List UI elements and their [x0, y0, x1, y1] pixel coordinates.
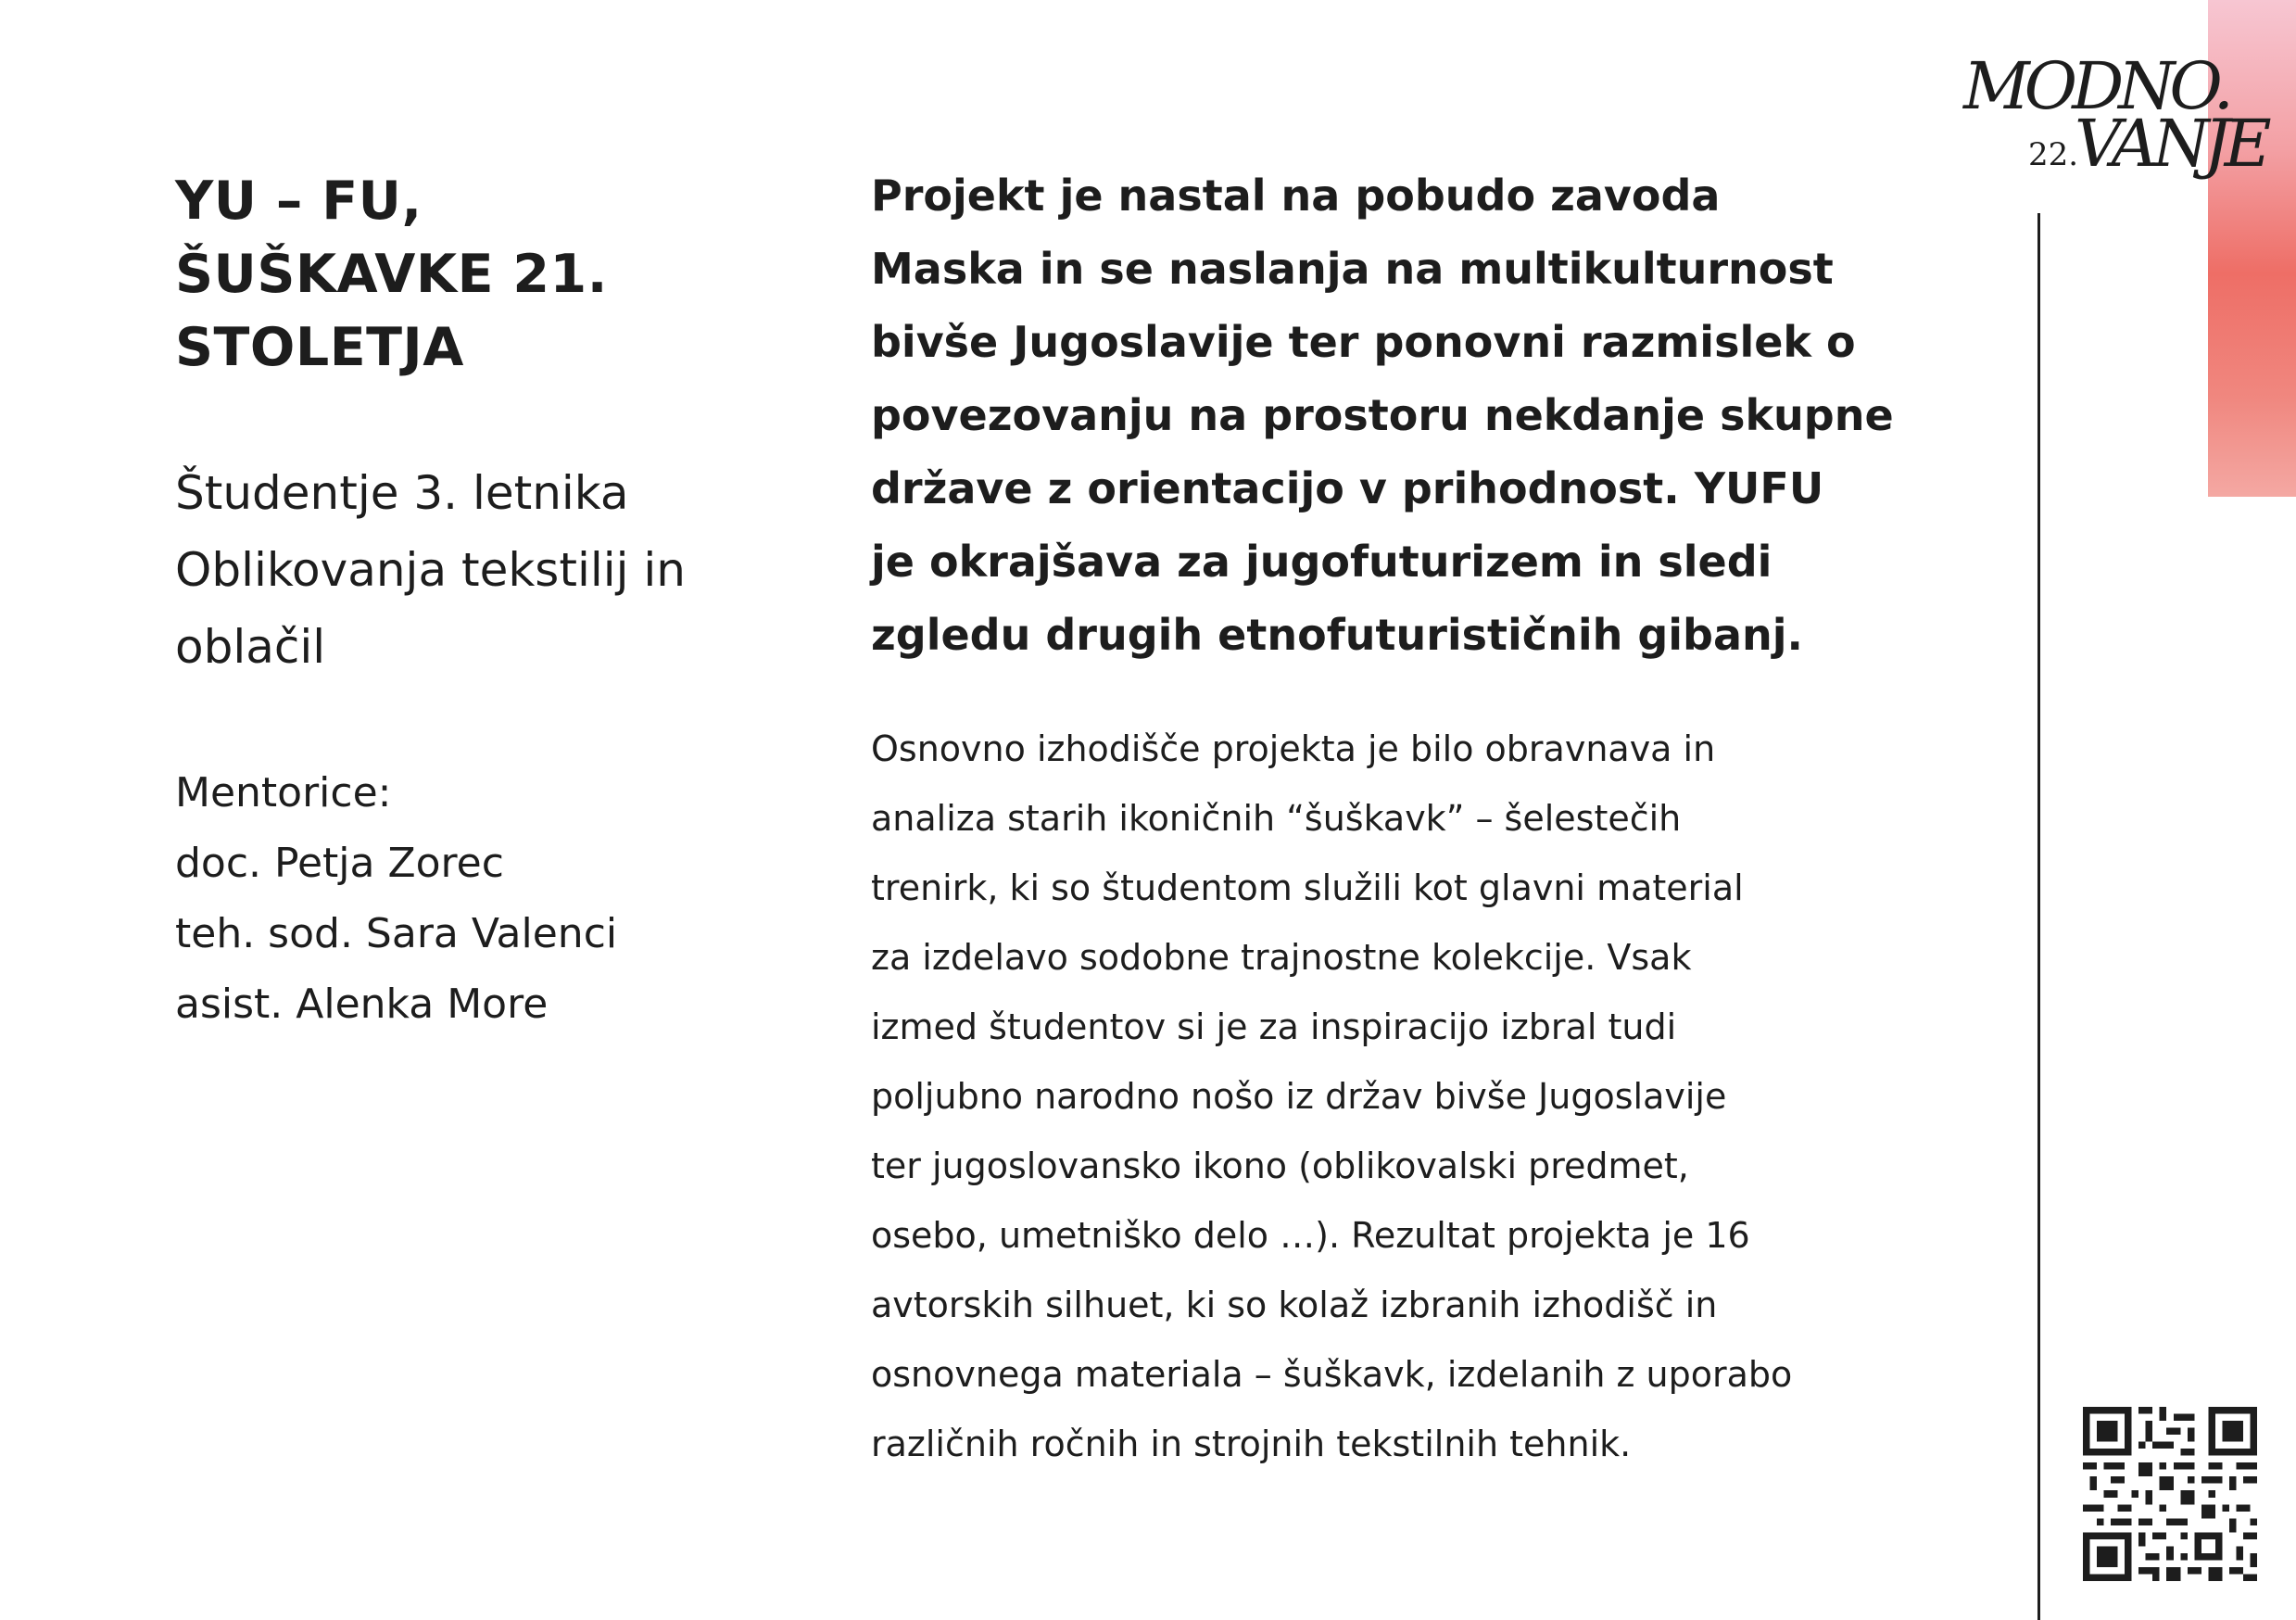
subtitle-line: Študentje 3. letnika: [175, 466, 629, 520]
qr-code[interactable]: [2083, 1407, 2257, 1581]
left-column: [175, 165, 824, 1040]
right-column: [871, 159, 1894, 1479]
page-title: [175, 165, 824, 385]
mentor-name: asist. Alenka More: [175, 981, 549, 1028]
subtitle-line: oblačil: [175, 620, 326, 674]
body-line: poljubno narodno nošo iz držav bivše Jugoslavije: [871, 1076, 1727, 1117]
lead-line: zgledu drugih etnofuturističnih gibanj.: [871, 610, 1804, 660]
logo-number: 22.: [2028, 136, 2079, 173]
body-line: Osnovno izhodišče projekta je bilo obravnava in: [871, 728, 1716, 769]
title-line: STOLETJA: [175, 317, 464, 378]
body-line: različnih ročnih in strojnih tekstilnih tehnik.: [871, 1424, 1632, 1464]
lead-line: države z orientacijo v prihodnost. YUFU: [871, 463, 1824, 513]
body-line: izmed študentov si je za inspiracijo izbral tudi: [871, 1006, 1677, 1047]
lead-line: Projekt je nastal na pobudo zavoda: [871, 171, 1721, 221]
mentor-name: doc. Petja Zorec: [175, 840, 504, 887]
modnovanje-logo: [1960, 48, 2275, 187]
lead-line: Maska in se naslanja na multikulturnost: [871, 244, 1834, 294]
body-line: osebo, umetniško delo …). Rezultat projekta je 16: [871, 1215, 1750, 1256]
subtitle: [175, 455, 824, 686]
lead-line: je okrajšava za jugofuturizem in sledi: [871, 537, 1772, 587]
logo-text-bottom: VANJE: [2075, 106, 2266, 182]
title-line: ŠUŠKAVKE 21.: [175, 244, 608, 305]
logo-text-top: MODNO.: [1963, 48, 2228, 124]
vertical-divider: [2037, 213, 2040, 1620]
body-line: avtorskih silhuet, ki so kolaž izbranih izhodišč in: [871, 1285, 1718, 1325]
body-line: trenirk, ki so študentom služili kot glavni material: [871, 867, 1744, 908]
lead-line: povezovanju na prostoru nekdanje skupne: [871, 390, 1894, 440]
body-line: analiza starih ikoničnih “šuškavk” – šelestečih: [871, 798, 1682, 839]
lead-line: bivše Jugoslavije ter ponovni razmislek o: [871, 317, 1856, 367]
body-line: osnovnega materiala – šuškavk, izdelanih z uporabo: [871, 1354, 1793, 1395]
mentors-label: Mentorice:: [175, 769, 392, 816]
mentors-block: [175, 758, 824, 1040]
body-line: ter jugoslovansko ikono (oblikovalski predmet,: [871, 1145, 1689, 1186]
body-line: za izdelavo sodobne trajnostne kolekcije. Vsak: [871, 937, 1692, 978]
mentor-name: teh. sod. Sara Valenci: [175, 910, 618, 957]
body-paragraph: [871, 715, 1872, 1479]
title-line: YU – FU,: [175, 171, 423, 232]
lead-paragraph: [871, 159, 1894, 672]
subtitle-line: Oblikovanja tekstilij in: [175, 543, 687, 597]
